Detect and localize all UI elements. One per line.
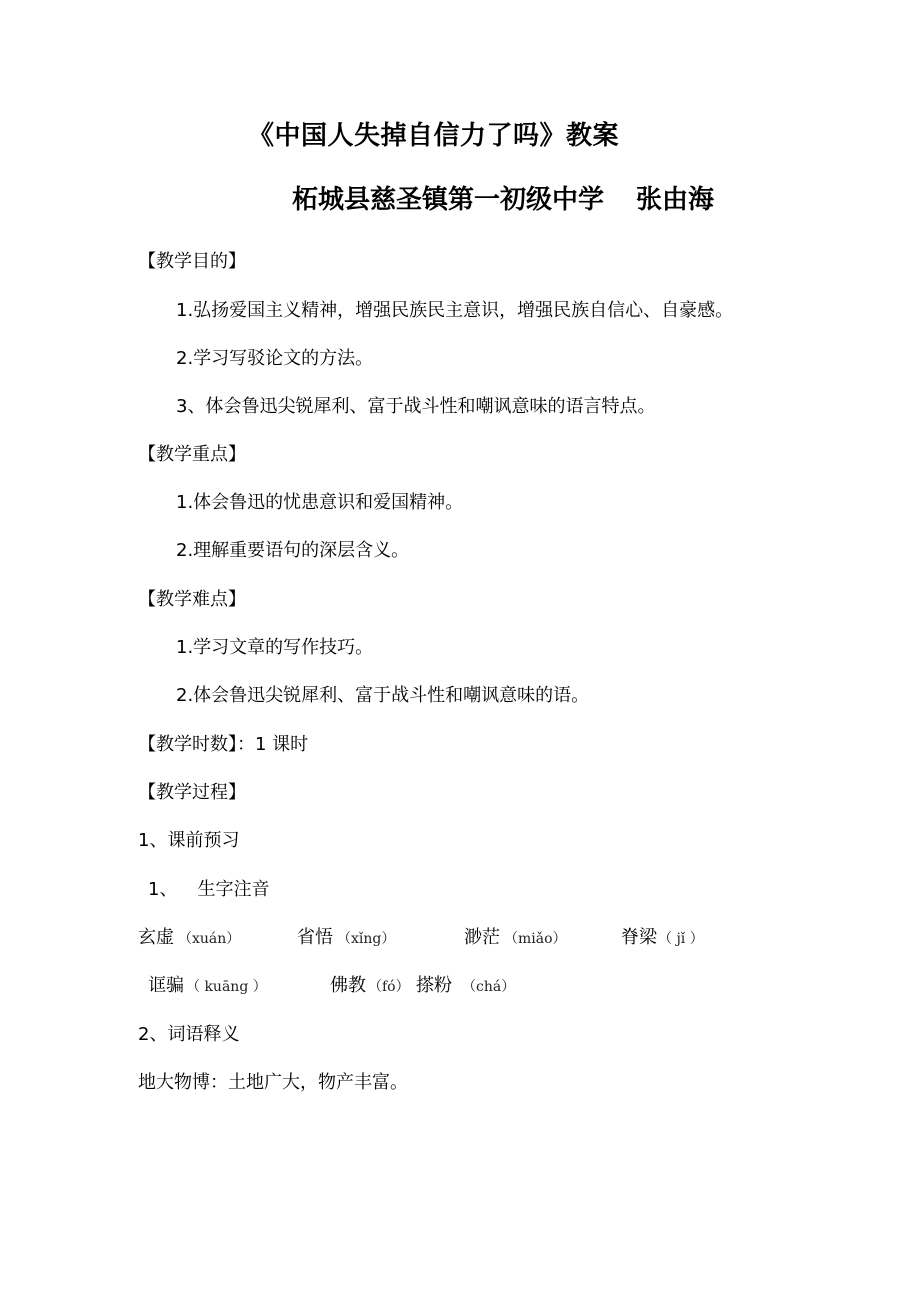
objective-item: 1.弘扬爱国主义精神，增强民族民主意识，增强民族自信心、自豪感。 [176, 300, 734, 321]
document-title: 《中国人失掉自信力了吗》教案 [248, 121, 620, 151]
substep-title: 生字注音 [197, 879, 270, 900]
vocab-word: 诓骗 [148, 975, 184, 996]
author-name: 张由海 [636, 185, 715, 215]
vocab-pinyin: （ kuāng ） [186, 979, 267, 995]
vocab-word: 脊梁 [621, 927, 657, 948]
vocab-word: 玄虚 [138, 927, 174, 948]
vocab-pinyin: （xuán） [178, 931, 241, 947]
teaching-hours [138, 736, 308, 754]
vocab-pinyin: （chá） [462, 979, 516, 995]
objectives-heading: 【教学目的】 [138, 251, 246, 272]
objective-item: 2.学习写驳论文的方法。 [176, 348, 374, 369]
difficulties-heading: 【教学难点】 [138, 589, 246, 610]
key-point-item: 1.体会鲁迅的忧患意识和爱国精神。 [176, 492, 464, 513]
process-heading: 【教学过程】 [138, 782, 246, 803]
key-points-heading: 【教学重点】 [138, 444, 246, 465]
vocab-pinyin: （ jǐ ） [658, 931, 704, 947]
step-definitions: 2、词语释义 [138, 1024, 240, 1045]
step-preview: 1、课前预习 [138, 830, 240, 851]
vocab-pinyin: （miǎo） [504, 931, 567, 947]
substep-number: 1、 [148, 879, 178, 900]
hours-heading: 【教学时数】 [138, 734, 237, 755]
vocab-word: 佛教 [330, 975, 366, 996]
difficulty-item: 1.学习文章的写作技巧。 [176, 637, 374, 658]
definition-item: 地大物博：土地广大，物产丰富。 [138, 1072, 408, 1093]
vocab-word: 搽粉 [416, 975, 452, 996]
difficulty-item: 2.体会鲁迅尖锐犀利、富于战斗性和嘲讽意味的语。 [176, 685, 590, 706]
vocab-pinyin: （fó） [368, 979, 410, 995]
author-line [292, 187, 714, 213]
vocab-word: 省悟 [297, 927, 333, 948]
vocab-word: 渺茫 [464, 927, 500, 948]
author-school: 柘城县慈圣镇第一初级中学 [292, 185, 605, 215]
substep-pronunciation [148, 881, 269, 899]
key-point-item: 2.理解重要语句的深层含义。 [176, 540, 410, 561]
objective-item: 3、体会鲁迅尖锐犀利、富于战斗性和嘲讽意味的语言特点。 [176, 396, 656, 417]
vocab-pinyin: （xǐng） [337, 931, 396, 947]
hours-value: ：1 课时 [237, 734, 309, 755]
